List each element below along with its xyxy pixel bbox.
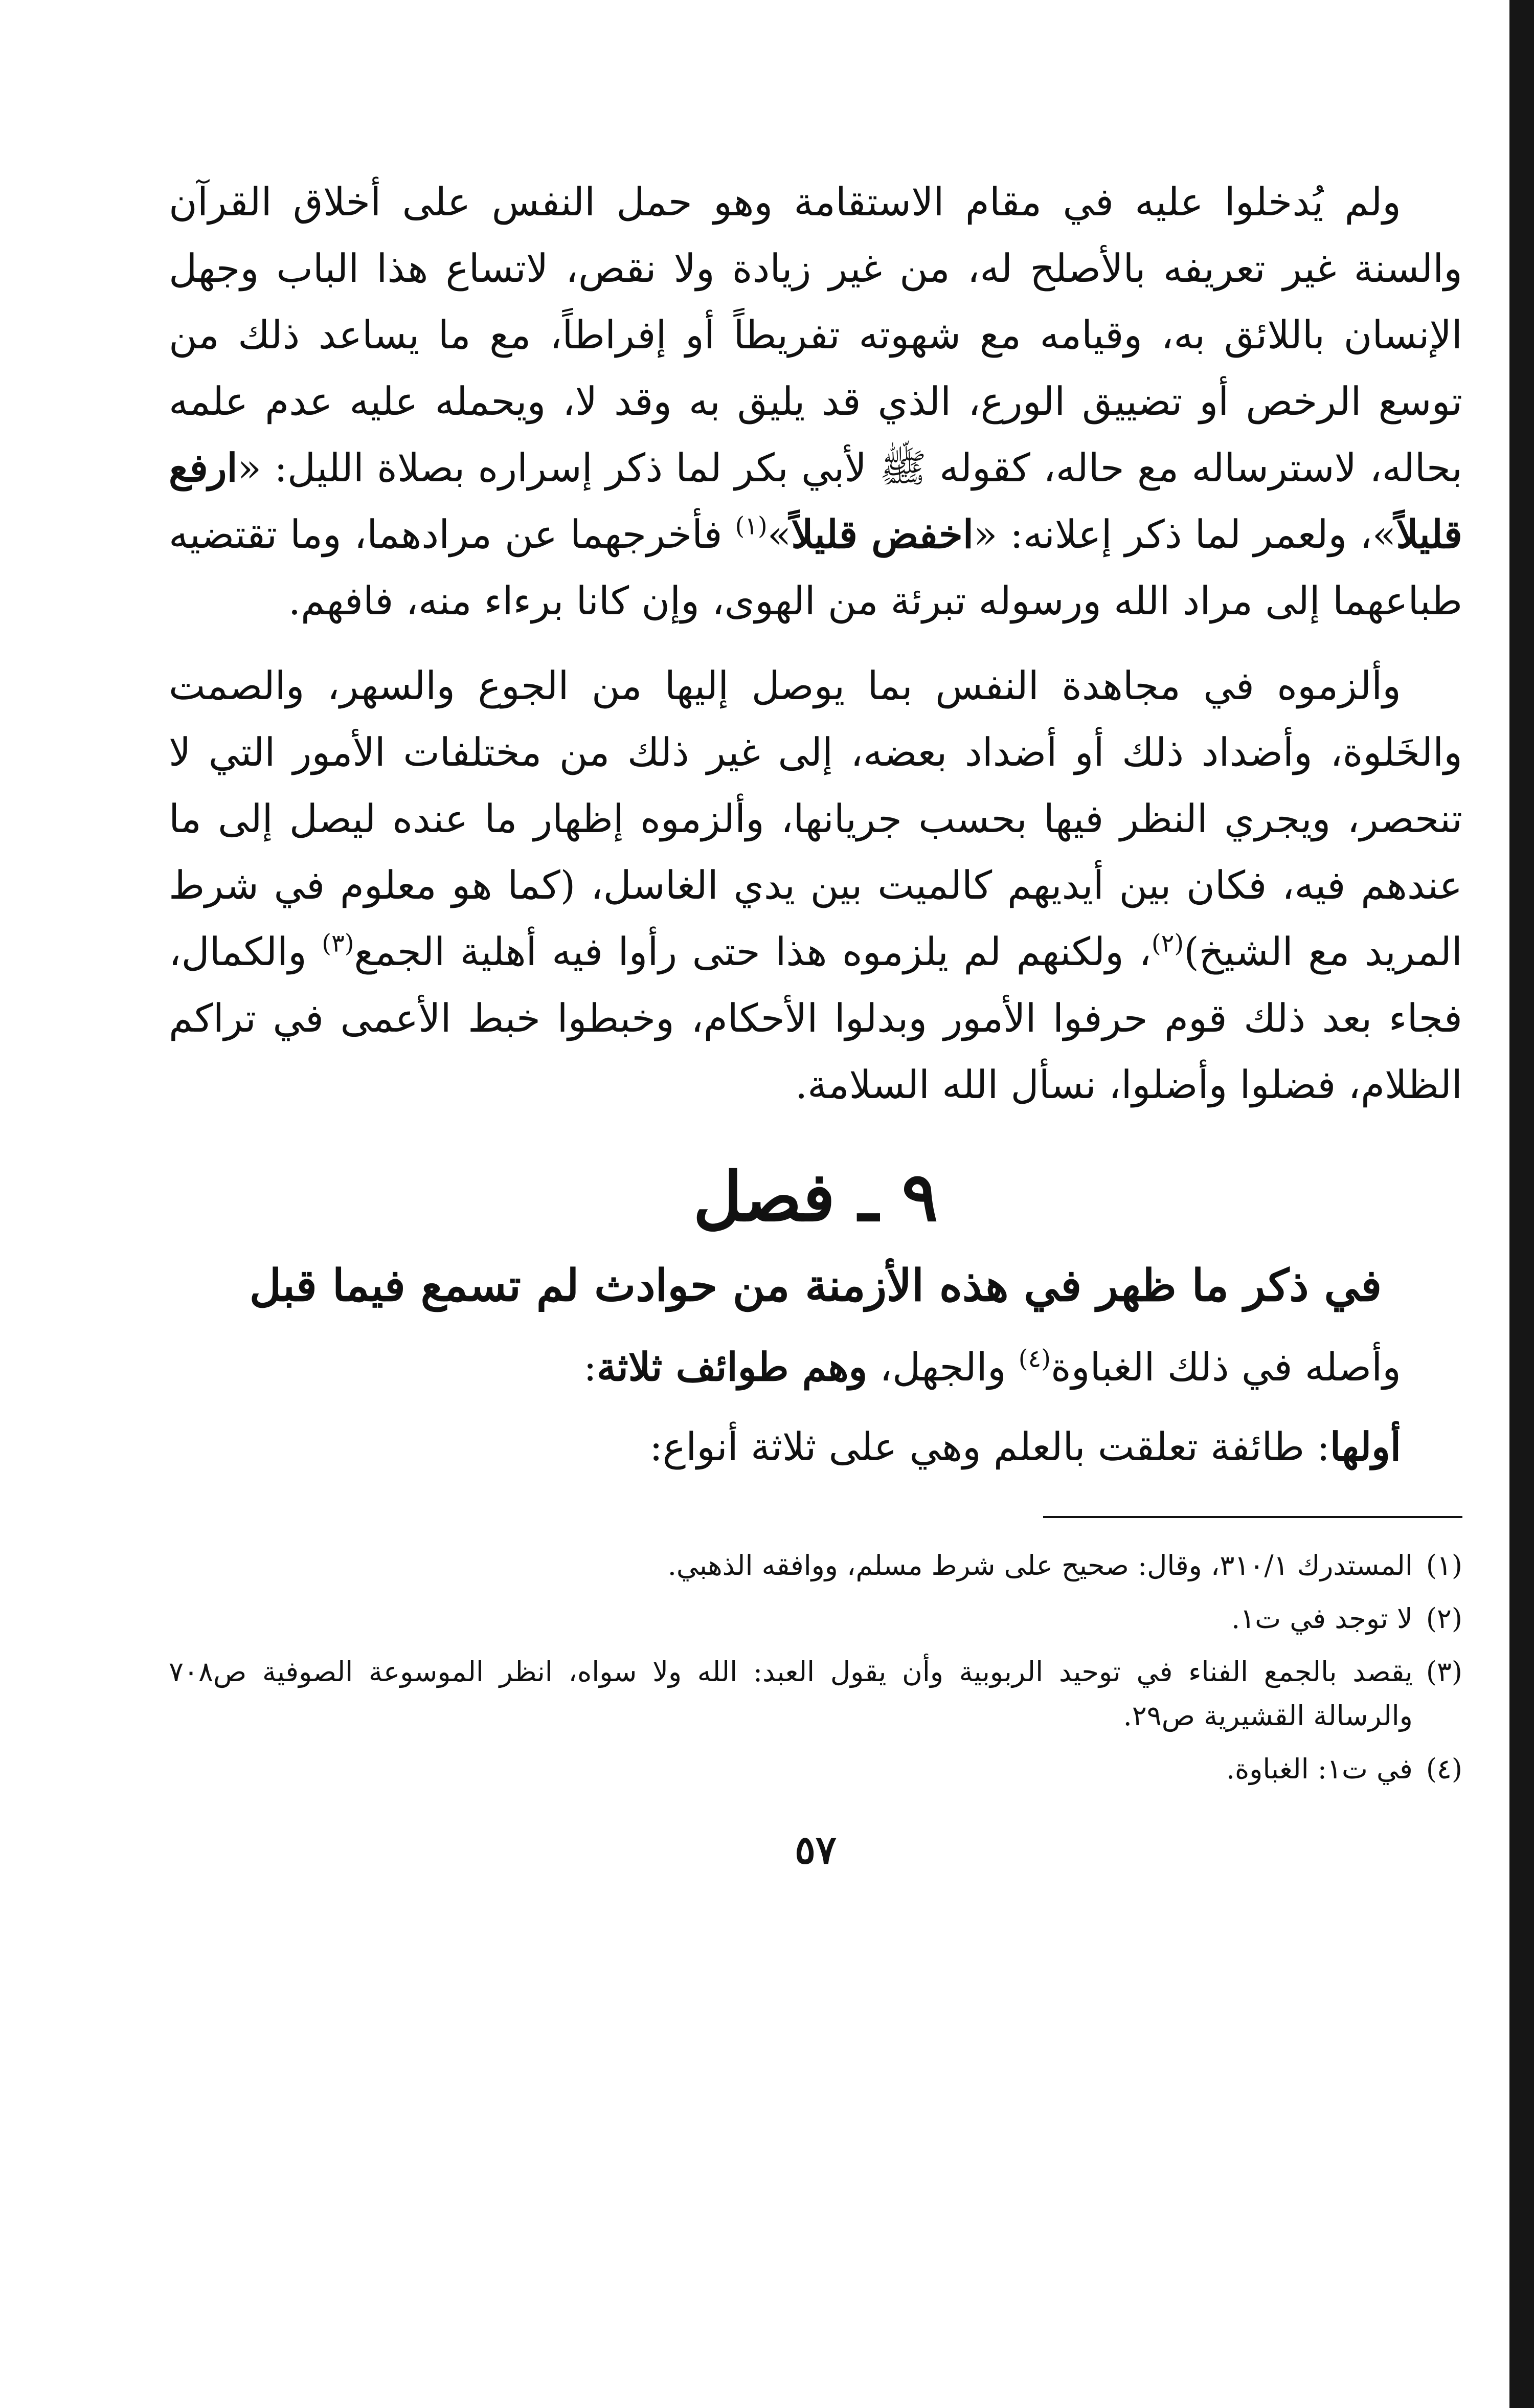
page <box>169 169 1462 1872</box>
three-groups-bold: وهم طوائف ثلاثة <box>596 1344 868 1390</box>
footnotes <box>169 1544 1462 1791</box>
paragraph-2: وألزموه في مجاهدة النفس بما يوصل إليها من الجوع والسهر، والصمت والخَلوة، وأضداد ذلك أو أضداد بعضه، إلى غير ذلك من مختلفات الأمور التي لا تنحصر، ويجري النظر فيها بحسب جريانها، وألزموه إظهار ما عنده ليصل إلى ما عندهم فيه، فكان بين أيديهم كالميت بين يدي الغاسل، (كما هو معلوم في شرط المريد مع الشيخ)$^{(٢)}$، ولكنهم لم يلزموه هذا حتى رأوا فيه أهلية الجمع$^{(٣)}$ والكمال، فجاء بعد ذلك قوم حرفوا الأمور وبدلوا الأحكام، وخبطوا خبط الأعمى في تراكم الظلام، فضلوا وأضلوا، نسأل الله السلامة. <box>169 663 1463 1107</box>
footnote-2: (٢) لا توجد في ت١. <box>1231 1602 1462 1635</box>
chapter-title: في ذكر ما ظهر في هذه الأزمنة من حوادث لم تسمع فيما قبل <box>249 1260 1382 1311</box>
footnote-ref-1[interactable]: (١) <box>735 511 768 541</box>
paragraph-1: ولم يُدخلوا عليه في مقام الاستقامة وهو حمل النفس على أخلاق القرآن والسنة غير تعريفه بالأصلح له، من غير زيادة ولا نقص، لاتساع هذا الباب وجهل الإنسان باللائق به، وقيامه مع شهوته تفريطاً أو إفراطاً، مع ما يساعد ذلك من توسع الرخص أو تضييق الورع، الذي قد يليق به وقد لا، ويحمله عليه عدم علمه بحاله، لاسترساله مع حاله، كقوله ﷺ لأبي بكر لما ذكر إسراره بصلاة الليل: «ارفع قليلاً»، ولعمر لما ذكر إعلانه: «اخفض قليلاً»$^{(١)}$ فأخرجهما عن مرادهما، وما تقتضيه طباعهما إلى مراد الله ورسوله تبرئة من الهوى، وإن كانا برءاء منه، فافهم. <box>169 179 1463 623</box>
footnote-1: (١) المستدرك ٣١٠/١، وقال: صحيح على شرط مسلم، ووافقه الذهبي. <box>667 1549 1462 1581</box>
chapter-heading: ٩ ـ فصل <box>693 1157 938 1237</box>
bold-quote-raise: ارفع قليلاً <box>169 445 1462 557</box>
first-label: أولها <box>1329 1424 1401 1469</box>
footnote-3: (٣) يقصد بالجمع الفناء في توحيد الربوبية وأن يقول العبد: الله ولا سواه، انظر الموسوعة الصوفية ص٧٠٨ والرسالة القشيرية ص٢٩. <box>169 1656 1462 1732</box>
footnote-ref-4[interactable]: (٤) <box>1018 1344 1051 1373</box>
scan-edge <box>1509 0 1534 2408</box>
page-number: ٥٧ <box>795 1827 837 1872</box>
intro-line: وأصله في ذلك الغباوة$^{(٤)}$ والجهل، وهم طوائف ثلاثة: <box>583 1344 1401 1390</box>
footnote-4: (٤) في ت١: الغباوة. <box>1226 1753 1462 1785</box>
first-group-line: أولها: طائفة تعلقت بالعلم وهي على ثلاثة أنواع: <box>649 1424 1401 1469</box>
bold-quote-lower: اخفض قليلاً <box>791 511 974 557</box>
footnote-ref-2[interactable]: (٢) <box>1151 929 1184 958</box>
footnote-ref-3[interactable]: (٣) <box>322 929 354 958</box>
footnote-separator <box>1043 1516 1462 1518</box>
